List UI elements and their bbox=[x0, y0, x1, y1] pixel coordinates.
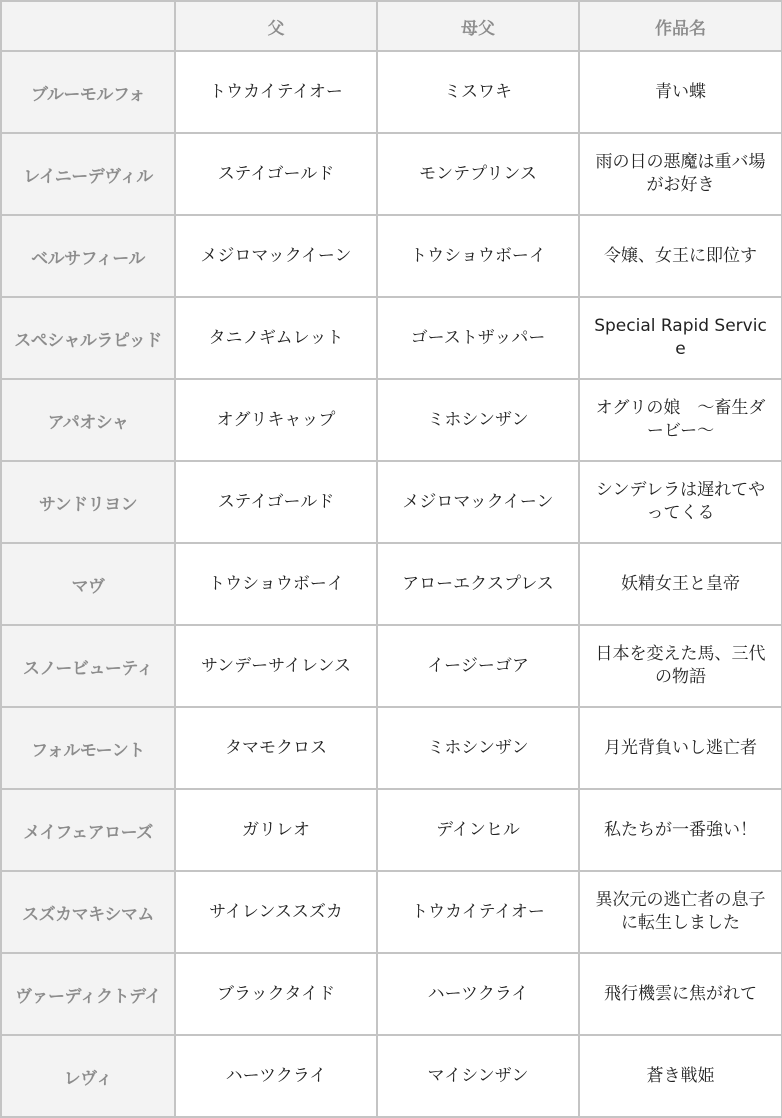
damsire-cell: マイシンザン bbox=[377, 1035, 579, 1117]
table-row bbox=[1, 215, 782, 297]
title-cell: 青い蝶 bbox=[579, 51, 782, 133]
sire-cell: ハーツクライ bbox=[175, 1035, 377, 1117]
damsire-cell: アローエクスプレス bbox=[377, 543, 579, 625]
horse-name: スペシャルラピッド bbox=[1, 297, 175, 379]
damsire-cell: ミホシンザン bbox=[377, 707, 579, 789]
damsire-cell: トウカイテイオー bbox=[377, 871, 579, 953]
table-row bbox=[1, 707, 782, 789]
sire-cell: サイレンススズカ bbox=[175, 871, 377, 953]
table-row bbox=[1, 133, 782, 215]
sire-cell: タマモクロス bbox=[175, 707, 377, 789]
damsire-cell: ミホシンザン bbox=[377, 379, 579, 461]
title-cell: 日本を変えた馬、三代の物語 bbox=[579, 625, 782, 707]
sire-cell: メジロマックイーン bbox=[175, 215, 377, 297]
title-cell: 月光背負いし逃亡者 bbox=[579, 707, 782, 789]
sire-cell: タニノギムレット bbox=[175, 297, 377, 379]
horse-name: スノービューティ bbox=[1, 625, 175, 707]
table-row bbox=[1, 789, 782, 871]
horse-name: ヴァーディクトデイ bbox=[1, 953, 175, 1035]
damsire-cell: デインヒル bbox=[377, 789, 579, 871]
table-row bbox=[1, 871, 782, 953]
horse-name: ブルーモルフォ bbox=[1, 51, 175, 133]
title-cell: 飛行機雲に焦がれて bbox=[579, 953, 782, 1035]
sire-cell: ガリレオ bbox=[175, 789, 377, 871]
table-row bbox=[1, 461, 782, 543]
horse-name: メイフェアローズ bbox=[1, 789, 175, 871]
table-row bbox=[1, 1035, 782, 1117]
title-cell: オグリの娘 ～畜生ダービー～ bbox=[579, 379, 782, 461]
header-damsire: 母父 bbox=[377, 1, 579, 51]
title-cell: 令嬢、女王に即位す bbox=[579, 215, 782, 297]
title-cell: 私たちが一番強い！ bbox=[579, 789, 782, 871]
title-cell: 異次元の逃亡者の息子に転生しました bbox=[579, 871, 782, 953]
title-cell: Special Rapid Service bbox=[579, 297, 782, 379]
damsire-cell: イージーゴア bbox=[377, 625, 579, 707]
horse-name: スズカマキシマム bbox=[1, 871, 175, 953]
table-row bbox=[1, 51, 782, 133]
table-row bbox=[1, 297, 782, 379]
table-row bbox=[1, 625, 782, 707]
sire-cell: トウカイテイオー bbox=[175, 51, 377, 133]
sire-cell: ステイゴールド bbox=[175, 133, 377, 215]
horse-name: レイニーデヴィル bbox=[1, 133, 175, 215]
header-title: 作品名 bbox=[579, 1, 782, 51]
table-row bbox=[1, 379, 782, 461]
damsire-cell: トウショウボーイ bbox=[377, 215, 579, 297]
sire-cell: ブラックタイド bbox=[175, 953, 377, 1035]
sire-cell: サンデーサイレンス bbox=[175, 625, 377, 707]
damsire-cell: モンテプリンス bbox=[377, 133, 579, 215]
title-cell: シンデレラは遅れてやってくる bbox=[579, 461, 782, 543]
table-row bbox=[1, 543, 782, 625]
damsire-cell: メジロマックイーン bbox=[377, 461, 579, 543]
horse-name: アパオシャ bbox=[1, 379, 175, 461]
damsire-cell: ミスワキ bbox=[377, 51, 579, 133]
header-row bbox=[1, 1, 782, 51]
header-corner bbox=[1, 1, 175, 51]
table-row bbox=[1, 953, 782, 1035]
sire-cell: トウショウボーイ bbox=[175, 543, 377, 625]
title-cell: 妖精女王と皇帝 bbox=[579, 543, 782, 625]
title-cell: 雨の日の悪魔は重バ場がお好き bbox=[579, 133, 782, 215]
damsire-cell: ゴーストザッパー bbox=[377, 297, 579, 379]
horse-name: ベルサフィール bbox=[1, 215, 175, 297]
sire-cell: オグリキャップ bbox=[175, 379, 377, 461]
horse-name: サンドリヨン bbox=[1, 461, 175, 543]
horse-name: レヴィ bbox=[1, 1035, 175, 1117]
title-cell: 蒼き戦姫 bbox=[579, 1035, 782, 1117]
damsire-cell: ハーツクライ bbox=[377, 953, 579, 1035]
header-sire: 父 bbox=[175, 1, 377, 51]
sire-cell: ステイゴールド bbox=[175, 461, 377, 543]
horse-name: フォルモーント bbox=[1, 707, 175, 789]
horse-name: マヴ bbox=[1, 543, 175, 625]
